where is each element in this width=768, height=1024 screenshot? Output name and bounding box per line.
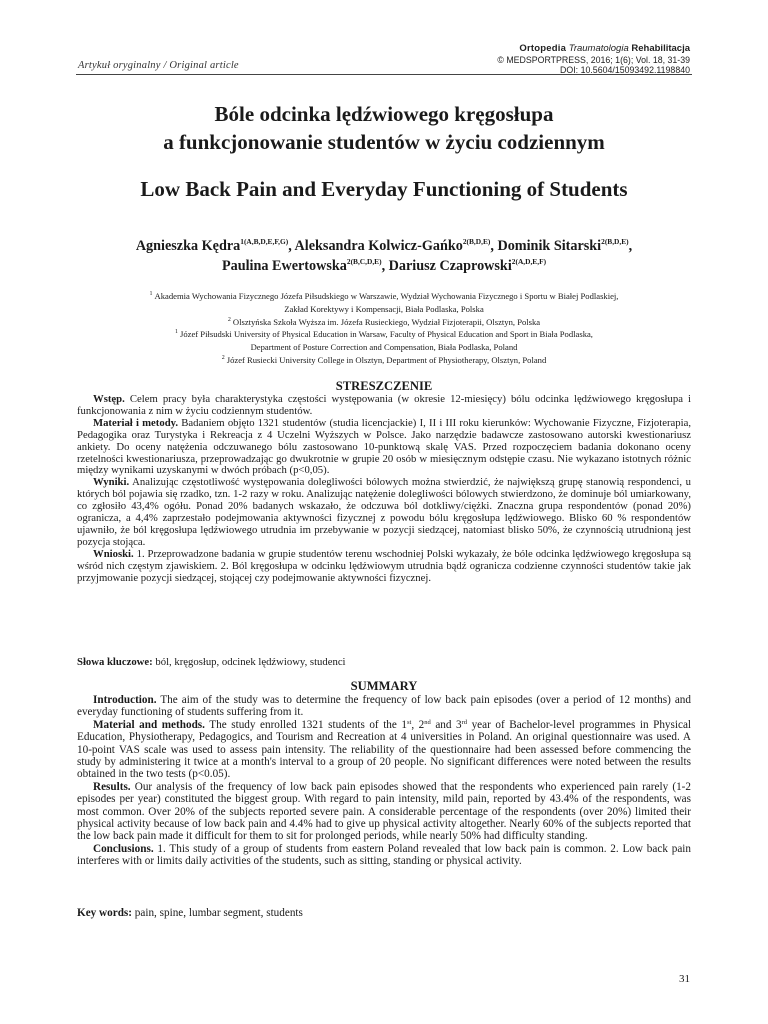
affiliation-line: Zakład Korektywy i Kompensacji, Biała Podlaska, Polska — [284, 303, 484, 314]
affiliation-line: $^1$ Akademia Wychowania Fizycznego Józefa Piłsudskiego w Warszawie, Wydział Wychowania Fizycznego i Sportu w Białej Podlaskiej, — [149, 291, 619, 301]
title-polish-line-2: a funkcjonowanie studentów w życiu codziennym — [163, 130, 605, 154]
summary-heading: SUMMARY — [350, 679, 418, 693]
journal-name-rehabilitacja: Rehabilitacja — [631, 43, 690, 54]
author-name: Agnieszka Kędra — [135, 238, 241, 254]
affiliation-line: Department of Posture Correction and Compensation, Biała Podlaska, Poland — [250, 342, 518, 353]
journal-name-traumatologia: Traumatologia — [568, 43, 629, 54]
author-contribution: 2(B,C,D,E) — [346, 257, 382, 266]
affiliations — [70, 290, 698, 367]
journal-info — [497, 44, 690, 76]
title-polish — [60, 100, 708, 156]
title-english: Low Back Pain and Everyday Functioning of Students — [140, 177, 628, 201]
streszczenie-wyniki: Wyniki. Analizując częstotliwość występowania dolegliwości bólowych można stwierdzić, że największą grupę stanowią respondenci, u których ból pojawia się rzadko, tzn. 1-2 razy w roku. Analizując natężenie dolegliwości bólowych stwierdzono, że dominuje ból umiarkowany, co zgłosiło 43,4% ogółu. Ponad 20% badanych wskazało, że odczuwa ból dotkliwy/ciężki. Znaczna grupa respondentów (ponad 20%) ogranicza, a 4,4% zaprzestało podejmowania aktywności fizycznej z powodu bólu kręgosłupa lędźwiowego. Blisko 60 % respondentów ujawniło, że ból kręgosłupa lędźwiowego utrudnia im przebywanie w pozycji siedzącej, natomiast blisko 50%, że czynnością utrudnioną jest pozycja stojąca. — [77, 476, 691, 548]
article-type: Artykuł oryginalny / Original article — [78, 60, 239, 71]
affiliation-marker: 2 — [221, 354, 225, 361]
streszczenie-heading: STRESZCZENIE — [335, 379, 433, 393]
summary-conclusions: Conclusions. 1. This study of a group of students from eastern Poland revealed that low back pain is common. 2. Low back pain interferes with or limits daily activities of the students, such as sitting, standing or physical activity. — [77, 842, 691, 868]
author-list — [60, 236, 708, 276]
keywords-polish: Słowa kluczowe: ból, kręgosłup, odcinek lędźwiowy, studenci — [77, 656, 346, 668]
summary-methods: Material and methods. The study enrolled 1321 students of the 1st, 2nd and 3rd year of Bachelor-level programmes in Physical Education, Physiotherapy, Pedagogics, and Tourism and Recreation at 4 universities in Poland. An original questionnaire was used. A 10-point VAS scale was used to assess pain intensity. The reliability of the questionnaire had been assessed before commencing the study by administering it twice at a month's interval to a group of 20 people. No significant differences were noted between the results obtained in the two tests (p<0.05). — [77, 718, 692, 781]
author-contribution: 1(A,B,D,E,F,G) — [240, 237, 289, 246]
affiliation-line: $^2$ Olsztyńska Szkoła Wyższa im. Józefa Rusieckiego, Wydział Fizjoterapii, Olsztyn, Polska — [227, 316, 541, 327]
summary-introduction: Introduction. The aim of the study was to determine the frequency of low back pain episodes (over a period of 12 months) and everyday functioning of students suffering from it. — [77, 694, 691, 719]
author-separator: , — [288, 238, 295, 254]
summary-body — [77, 694, 691, 868]
streszczenie-wstep: Wstęp. Celem pracy była charakterystyka częstości występowania (w okresie 12-miesięcy) bólu odcinka lędźwiowego kręgosłupa i funkcjonowania z nim w życiu codziennym studentów. — [77, 393, 691, 417]
affiliation-marker: 1 — [175, 329, 179, 336]
author-contribution: 2(A,D,E,F) — [511, 257, 547, 266]
author-name: Paulina Ewertowska — [221, 258, 347, 274]
affiliation-line: $^2$ Józef Rusiecki University College in Olsztyn, Department of Physiotherapy, Olsztyn, Poland — [221, 354, 547, 365]
author-name: Dominik Sitarski — [497, 238, 602, 254]
journal-name-ortopedia: Ortopedia — [519, 43, 567, 54]
author-contribution: 2(B,D,E) — [601, 237, 629, 246]
keywords-english: Key words: pain, spine, lumbar segment, students — [77, 907, 303, 919]
author-separator: , — [628, 238, 633, 254]
title-polish-line-1: Bóle odcinka lędźwiowego kręgosłupa — [214, 102, 554, 126]
author-contribution: 2(B,D,E) — [462, 237, 491, 246]
streszczenie-metody: Materiał i metody. Badaniem objęto 1321 studentów (studia licencjackie) I, II i III roku kierunków: Wychowanie Fizyczne, Fizjoterapia, Pedagogika oraz Turystyka i Rekreacja z 4 Uczelni Wyższych w Polsce. Jako narzędzie badawcze zastosowano autorski kwestionariusz ankiety. Do oceny natężenia odczuwanego bólu zastosowano 10-punktową skalę VAS. Przed rozpoczęciem badania dokonano oceny rzetelności kwestionariusza, przeprowadzając go dwukrotnie w grupie 20 osób w miesięcznym odstępie czasu. Nie wykazano istotnych różnic między wynikami uzyskanymi w dwóch próbach (p<0,05). — [77, 416, 692, 477]
author-name: Dariusz Czaprowski — [388, 258, 512, 274]
affiliation-marker: 2 — [227, 316, 231, 323]
page-number: 31 — [679, 973, 690, 985]
streszczenie-wnioski: Wnioski. 1. Przeprowadzone badania w grupie studentów terenu wschodniej Polski wykazały, że bóle odcinka lędźwiowego kręgosłupa są wśród nich częstym zjawiskiem. 2. Ból kręgosłupa w odcinku lędźwiowym utrudnia bądź ogranicza codzienne czynności studentów takie jak przyjmowanie pozycji siedzącej, stojącej czy podejmowanie aktywności fizycznej. — [77, 547, 691, 584]
streszczenie-body — [77, 394, 691, 585]
summary-results: Results. Our analysis of the frequency of low back pain episodes showed that the respondents who experienced pain rarely (1-2 episodes per year) constituted the biggest group. With regard to pain intensity, mild pain, reported by 43.4% of the respondents, was most common. Over 20% of the subjects reported severe pain. A considerable percentage of the respondents (over 20%) limited their physical activity because of low back pain and 4.4% had to give up physical activity altogether. Nearly 60% of the subjects reported that the low back pain made it difficult for them to sit for prolonged periods, while nearly 50% had difficulty standing. — [77, 780, 691, 843]
affiliation-line: $^1$ Józef Piłsudski University of Physical Education in Warsaw, Faculty of Physical Education and Sport in Biała Podlaska, — [175, 329, 593, 340]
affiliation-marker: 1 — [149, 291, 153, 297]
author-name: Aleksandra Kolwicz-Gańko — [294, 238, 463, 254]
author-separator: , — [381, 258, 389, 274]
doi: DOI: 10.5604/15093492.1198840 — [560, 65, 690, 76]
author-separator: , — [490, 238, 498, 254]
journal-citation: © MEDSPORTPRESS, 2016; 1(6); Vol. 18, 31-39 — [497, 54, 690, 65]
